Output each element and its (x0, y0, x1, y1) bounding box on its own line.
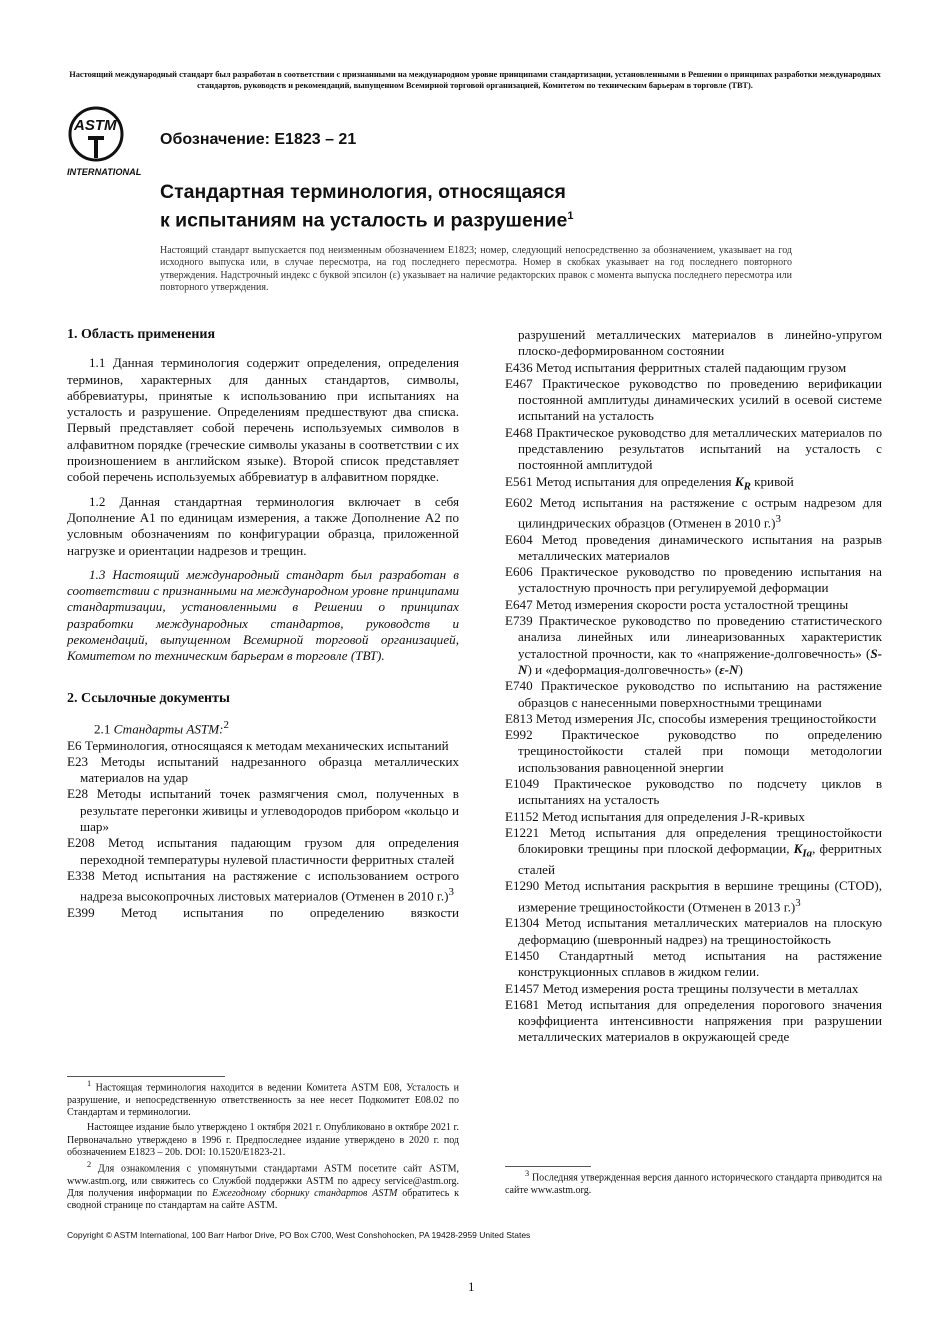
ref-e739-en: ε-N (719, 661, 739, 677)
ref-e561-text: E561 Метод испытания для определения (505, 473, 732, 489)
logo-international-text: INTERNATIONAL (67, 167, 142, 177)
ref-e338-text: E338 Метод испытания на растяжение с использованием острого надреза высокопрочных листовых материалов (Отменен в 2010 г.) (67, 867, 459, 904)
ref-e6: E6 Терминология, относящаяся к методам механических испытаний (67, 737, 449, 753)
footnote-1 (67, 1078, 459, 1119)
ref-e1152: E1152 Метод испытания для определения J-R-кривых (505, 808, 805, 824)
ref-e1221-symbol: K (793, 841, 803, 857)
ref-e561 (505, 474, 882, 495)
astm-logo (66, 106, 152, 178)
right-column (505, 327, 882, 1046)
footnote-1-text: Настоящая терминология находится в ведении Комитета ASTM E08, Усталость и разрушение, и непосредственную ответственность за нее несет Подкомитет E08.02 по Стандартам и терминологии. (67, 1082, 459, 1118)
ref-e606: E606 Практическое руководство по проведению испытания на усталостную прочность при регулируемой деформации (505, 564, 882, 596)
section1-para2: 1.2 Данная стандартная терминология включает в себя Дополнение A1 по единицам измерения, а также Дополнение A2 по условным обозначениям по конфигурации образца, приложенной нагрузке и ориентации надрезов и трещин. (67, 493, 459, 558)
ref-e739-text: E739 Практическое руководство по проведению статистического анализа линейных или линеаризованных характеристик усталостной прочности, как то «напряжение-долговечность» ( (505, 613, 882, 661)
ref-e647: E647 Метод измерения скорости роста усталостной трещины (505, 596, 849, 612)
preface-note: Настоящий стандарт выпускается под неизменным обозначением E1823; номер, следующий непосредственно за обозначением, указывает на год исходного выпуска или, в случае пересмотра, на год последнего пересмотра. Номер в скобках указывает на год последнего повторного утверждения. Надстрочный индекс с буквой эпсилон (ε) указывает на наличие редакторских правок с момента выпуска последнего пересмотра или повторного утверждения. (160, 245, 792, 293)
left-column (67, 327, 459, 921)
footnotes-right (505, 1168, 882, 1197)
ref-e338-footnote-mark: 3 (448, 886, 454, 899)
ref-e28: E28 Методы испытаний точек размягчения смол, полученных в результате перегонки живицы и углеводородов прибором «кольцо и шар» (67, 786, 459, 835)
intl-standard-notice: Настоящий международный стандарт был разработан в соответствии с признанными на международном уровне принципами стандартизации, установленными в Решении о принципах разработки международных стандартов, руководств и рекомендаций, выпущенном Всемирной торговой организацией, Комитетом по техническим барьерам в торговле (ТВТ). (69, 70, 881, 90)
page-title (160, 180, 760, 233)
footnote-rule (67, 1076, 225, 1077)
ref-e1221-tail: , ферритных сталей (518, 841, 882, 878)
footnotes-left (67, 1078, 459, 1213)
footnote-2-text-b: обратитесь к сводной странице по стандартам на сайте ASTM. (67, 1188, 460, 1212)
footnote-2-text-a: Для ознакомления с упомянутыми стандартами ASTM посетите сайт ASTM, www.astm.org, или свяжитесь со Службой поддержки ASTM по адресу service@astm.org. Для получения информации по (67, 1163, 459, 1200)
footnote-1-mark: 1 (87, 1079, 92, 1088)
ref-e1290-text: E1290 Метод испытания раскрытия в вершине трещины (CTOD), измерение трещиностойкости (Отменен в 2013 г.) (505, 878, 882, 915)
ref-e338 (67, 868, 459, 905)
ref-e208: E208 Метод испытания падающим грузом для определения переходной температуры нулевой пластичности ферритных сталей (67, 835, 459, 867)
ref-e399-continued: разрушений металлических материалов в линейно-упругом плоско-деформированном состоянии (518, 327, 882, 359)
title-line-1: Стандартная терминология, относящаяся (160, 181, 566, 203)
ref-e23: E23 Методы испытаний надрезанного образца металлических материалов на удар (67, 753, 459, 786)
ref-e561-symbol: K (734, 473, 744, 489)
ref-e1221-text: E1221 Метод испытания для определения трещиностойкости блокировки трещины при плоской деформации, (505, 824, 882, 857)
ref-e436: E436 Метод испытания ферритных сталей падающим грузом (505, 359, 847, 375)
ref-e739-sn: S-N (518, 645, 882, 677)
ref-e1221 (505, 825, 882, 879)
title-line-2: к испытаниям на усталость и разрушение (160, 209, 568, 232)
ref-e740: E740 Практическое руководство по испытанию на растяжение образцов с нанесенными поверхностными трещинами (505, 678, 882, 710)
ref-e1290 (505, 878, 882, 915)
ref-e1290-footnote-mark: 3 (795, 896, 801, 909)
subheading-number: 2.1 (94, 721, 111, 737)
ref-e739-mid: ) и «деформация-долговечность» ( (527, 661, 720, 677)
ref-e468: E468 Практическое руководство для металлических материалов по представлению результатов испытаний на усталость с постоянной амплитудой (505, 424, 882, 473)
section1-heading: 1. Область применения (67, 327, 216, 342)
section1-para3: 1.3 Настоящий международный стандарт был разработан в соответствии с признанными на международном уровне принципами стандартизации, установленными в Решении о принципах разработки международных стандартов, руководств и рекомендаций, выпущенном Всемирной торговой организацией, Комитетом по техническим барьерам в торговле (ТВТ). (67, 566, 459, 664)
ref-e399: E399 Метод испытания по определению вязкости (67, 904, 459, 920)
footnote-3-mark: 3 (525, 1169, 530, 1178)
footnote-2 (67, 1159, 459, 1213)
ref-e602-text: E602 Метод испытания на растяжение с острым надрезом для цилиндрических образцов (Отменен в 2010 г.) (505, 494, 882, 531)
ref-e739 (505, 613, 882, 678)
section2-heading: 2. Ссылочные документы (67, 690, 230, 706)
page-number: 1 (468, 1279, 475, 1294)
ref-e561-sub: R (743, 480, 751, 493)
footnote-1-edition: Настоящее издание было утверждено 1 октября 2021 г. Опубликовано в октябре 2021 г. Первоначально утверждено в 1996 г. Предпоследнее издание утверждено в 2020 г. под обозначением E1823 – 20b. DOI: 10.1520/E1823-21. (67, 1122, 459, 1158)
ref-e602 (505, 495, 882, 532)
ref-e1457: E1457 Метод измерения роста трещины ползучести в металлах (505, 980, 859, 996)
footnote-3 (505, 1168, 882, 1197)
ref-e1304: E1304 Метод испытания металлических материалов на плоскую деформацию (шевронный надрез) на трещиностойкость (505, 915, 882, 947)
ref-e467: E467 Практическое руководство по проведению верификации постоянной амплитуды динамических усилий в осевой системе испытаний на усталость (505, 375, 882, 424)
ref-e561-tail: кривой (750, 473, 794, 489)
ref-e1221-sub: Ia (802, 847, 813, 860)
footnote-2-italic: Ежегодному сборнику стандартов ASTM (212, 1188, 398, 1200)
ref-e602-footnote-mark: 3 (775, 512, 781, 525)
copyright: Copyright © ASTM International, 100 Barr Harbor Drive, PO Box C700, West Conshohocken, PA 19428-2959 United States (67, 1230, 531, 1240)
subheading-label: Стандарты ASTM: (113, 721, 224, 737)
ref-e1681: E1681 Метод испытания для определения порогового значения коэффициента интенсивности напряжения при разрушении металлических материалов в окружающей среде (505, 996, 882, 1045)
ref-e813: E813 Метод измерения JIc, способы измерения трещиностойкости (505, 710, 877, 726)
footnote-3-text: Последняя утвержденная версия данного исторического стандарта приводится на сайте www.astm.org. (505, 1172, 883, 1196)
ref-e739-end: ) (738, 661, 743, 677)
footnote-2-mark: 2 (87, 1160, 92, 1170)
ref-e1450: E1450 Стандартный метод испытания на растяжение конструкционных сплавов в жидком гелии. (505, 947, 882, 980)
subheading-footnote-mark: 2 (223, 718, 229, 731)
logo-text: ASTM (74, 117, 117, 134)
ref-e1049: E1049 Практическое руководство по подсчету циклов в испытаниях на усталость (505, 775, 882, 808)
section2-subheading (67, 717, 459, 738)
ref-e992: E992 Практическое руководство по определению трещиностойкости сталей при помощи методологии использования равноценной энергии (505, 727, 882, 775)
title-footnote-mark: 1 (567, 210, 574, 222)
ref-e604: E604 Метод проведения динамического испытания на разрыв металлических материалов (505, 531, 882, 563)
section1-para1: 1.1 Данная терминология содержит определения, определения терминов, характерных для данных стандартов, символы, аббревиатуры, принятые к использованию при испытаниях на усталость и разрушение. Определениям предшествуют два списка. Первый представляет собой перечень используемых символов в алфавитном порядке (греческие символы указаны в соответствии с их произношением в английском языке). Второй список представляет собой перечень используемых аббревиатур в алфавитном порядке. (67, 355, 459, 485)
footnote-rule-right (505, 1166, 591, 1167)
designation: Обозначение: E1823 – 21 (160, 131, 357, 148)
